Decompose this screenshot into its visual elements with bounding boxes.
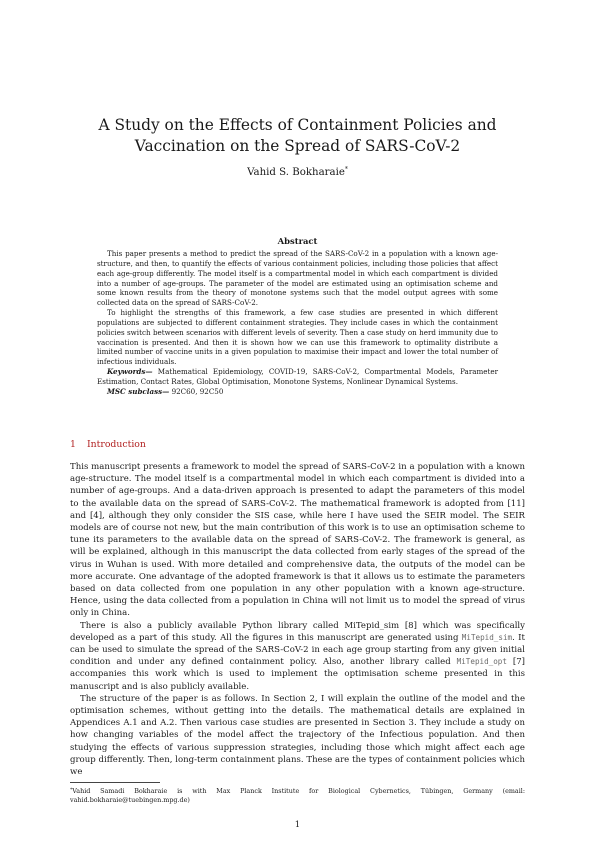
- code-mitepid-opt: MiTepid_opt: [456, 657, 507, 667]
- body-paragraph-1: This manuscript presents a framework to model the spread of SARS-CoV-2 in a population with a known age-structure. The model itself is a compartmental model in which each compartment is divided into a number of age-groups. And a data-driven approach is presented to adapt the parameters of this model to the available data on the spread of SARS-CoV-2. The mathematical framework is adopted from [11] and [4], although they only consider the SIS case, while here I have used the SEIR model. The SEIR models are of course not new, but the main contribution of this work is to use an optimisation scheme to tune its parameters to the available data on the spread of SARS-CoV-2. The framework is general, as will be explained, although in this manuscript the data collected from early stages of the spread of the virus in Wuhan is used. With more detailed and comprehensive data, the outputs of the model can be more accurate. One advantage of the adopted framework is that it allows us to estimate the parameters based on data collected from one population in any other population with a known age-structure. Hence, using the data collected from a population in China will not limit us to model the spread of virus only in China.: [70, 462, 525, 619]
- abstract-block: [97, 249, 498, 397]
- msc-label: MSC subclass—: [107, 386, 170, 396]
- footnote-text: Vahid Samadi Bokharaie is with Max Planck Institute for Biological Cybernetics, Tübingen, Germany (email: vahid.bokharaie@tuebingen.mpg.de): [70, 787, 525, 804]
- msc-line: [97, 387, 498, 397]
- section-title: Introduction: [87, 439, 146, 450]
- body-paragraph-2: [70, 620, 525, 693]
- body-paragraph-2-part-a: There is also a publicly available Python library called MiTepid_sim [8] which was specifically developed as a part of this study. All the figures in this manuscript are generated using: [70, 620, 525, 643]
- msc-text: 92C60, 92C50: [169, 386, 224, 396]
- footnote: [70, 786, 525, 805]
- section-number: 1: [70, 439, 76, 450]
- page-number: 1: [294, 820, 301, 830]
- body-paragraph-2-part-c: [7] accompanies this work which is used to implement the optimisation scheme presented in this manuscript and is also publicly available.: [70, 657, 525, 692]
- abstract-paragraph-1: This paper presents a method to predict the spread of the SARS-CoV-2 in a population with a known age-structure, and then, to quantify the effects of various containment policies, including those policies that affect each age-group differently. The model itself is a compartmental model in which each compartment is divided into a number of age-groups. The parameter of the model are estimated using an optimisation scheme and some known results from the theory of monotone systems such that the model output agrees with some collected data on the spread of SARS-CoV-2.: [97, 249, 498, 308]
- author-line: [0, 166, 595, 178]
- body-text: [70, 461, 525, 778]
- footnote-rule: [70, 782, 160, 783]
- section-heading-introduction: [70, 439, 146, 450]
- abstract-heading: Abstract: [277, 236, 318, 246]
- code-mitepid-sim: MiTepid_sim: [461, 632, 513, 642]
- author-name: Vahid S. Bokharaie: [247, 167, 345, 178]
- footnote-mark: *: [70, 788, 73, 793]
- keywords-label: Keywords—: [107, 367, 153, 377]
- paper-title: A Study on the Effects of Containment Policies and Vaccination on the Spread of SARS-CoV-2: [98, 116, 497, 155]
- body-paragraph-2-part-b: . It can be used to simulate the spread of the SARS-CoV-2 in each age group starting from any given initial condition and under any defined containment policy. Also, another library called: [70, 632, 525, 668]
- keywords-line: [97, 367, 498, 387]
- author-footnote-mark[interactable]: *: [344, 166, 348, 173]
- abstract-paragraph-2: To highlight the strengths of this framework, a few case studies are presented in which different populations are subjected to different containment strategies. They include cases in which the containment policies switch between scenarios with different levels of severity. Then a case study on herd immunity due to vaccination is presented. And then it is shown how we can use this framework to optimality distribute a limited number of vaccine units in a given population to maximise their impact and lower the total number of infectious individuals.: [97, 308, 498, 367]
- keywords-text: Mathematical Epidemiology, COVID-19, SARS-CoV-2, Compartmental Models, Parameter Estimation, Contact Rates, Global Optimisation, Monotone Systems, Nonlinear Dynamical Systems.: [97, 367, 498, 386]
- body-paragraph-3: The structure of the paper is as follows. In Section 2, I will explain the outline of the model and the optimisation schemes, without getting into the details. The mathematical details are explained in Appendices A.1 and A.2. Then various case studies are presented in Section 3. They include a study on how changing variables of the model affect the trajectory of the Infectious population. And then studying the effects of various suppression strategies, including those which might affect each age group differently. Then, long-term containment plans. These are the types of containment policies which we: [70, 693, 525, 778]
